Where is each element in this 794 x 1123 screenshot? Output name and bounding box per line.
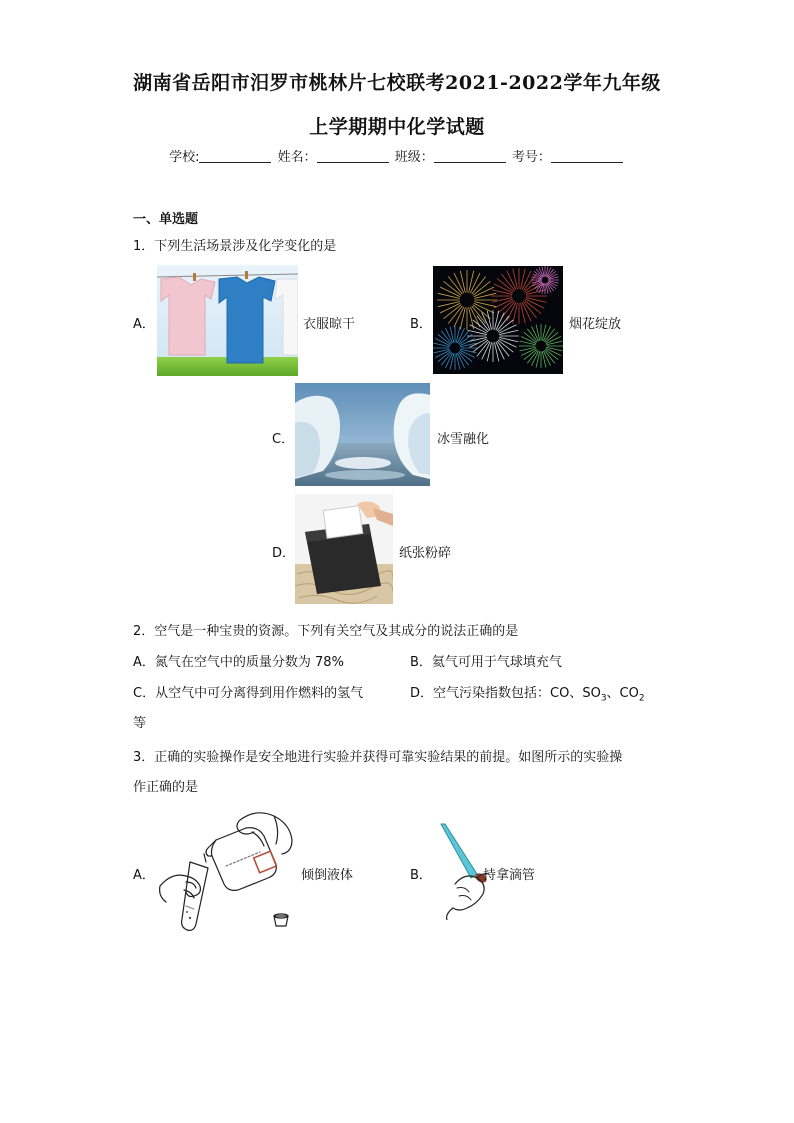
q3-option-a-letter: A． [133,868,155,883]
q2-option-d-mid: 、CO [606,686,639,701]
q2-option-d-continuation: 等 [133,716,147,731]
q2-stem: 2．空气是一种宝贵的资源。下列有关空气及其成分的说法正确的是 [133,624,519,639]
q2-option-d-sub-2: 2 [638,693,645,704]
q2-option-b: B．氦气可用于气球填充气 [410,655,562,670]
student-info-line [0,146,794,165]
q1-option-d-text: 纸张粉碎 [399,546,452,561]
q1-option-a-image [157,265,298,376]
q2-option-d-sub-3: 3 [600,693,607,704]
class-blank [434,148,506,163]
title-line-1: 湖南省岳阳市汨罗市桃林片七校联考2021-2022学年九年级 [133,72,661,94]
section-heading: 一、单选题 [133,212,199,227]
school-label: 学校: [169,150,200,165]
q3-option-b-letter: B． [410,868,432,883]
q1-option-b-image [433,266,563,374]
q1-option-a-letter: A． [133,317,155,332]
q1-option-c-letter: C． [272,432,295,447]
q3-option-a-image [156,806,296,934]
q1-stem: 1．下列生活场景涉及化学变化的是 [133,239,337,254]
q2-option-d [410,682,645,704]
class-label: 班级： [394,150,434,165]
name-blank [317,148,389,163]
q1-option-b-text: 烟花绽放 [569,317,622,332]
number-label: 考号： [511,150,551,165]
q2-option-d-prefix: D．空气污染指数包括：CO、SO [410,686,601,701]
q1-option-a-text: 衣服晾干 [303,317,356,332]
school-blank [199,148,271,163]
title-line-2: 上学期期中化学试题 [309,116,485,138]
q3-stem-line-2: 作正确的是 [133,780,199,795]
q3-option-a-text: 倾倒液体 [301,868,354,883]
q3-option-b-text: 持拿滴管 [483,868,536,883]
q1-option-d-image [295,494,393,604]
q2-option-a: A．氮气在空气中的质量分数为 78% [133,655,344,670]
number-blank [551,148,623,163]
q1-option-c-image [295,383,430,486]
q1-option-d-letter: D． [272,546,296,561]
name-label: 姓名： [277,150,317,165]
q1-option-b-letter: B． [410,317,432,332]
q1-option-c-text: 冰雪融化 [437,432,490,447]
q3-stem-line-1: 3．正确的实验操作是安全地进行实验并获得可靠实验结果的前提。如图所示的实验操 [133,750,623,765]
q2-option-c: C．从空气中可分离得到用作燃料的氢气 [133,686,364,701]
